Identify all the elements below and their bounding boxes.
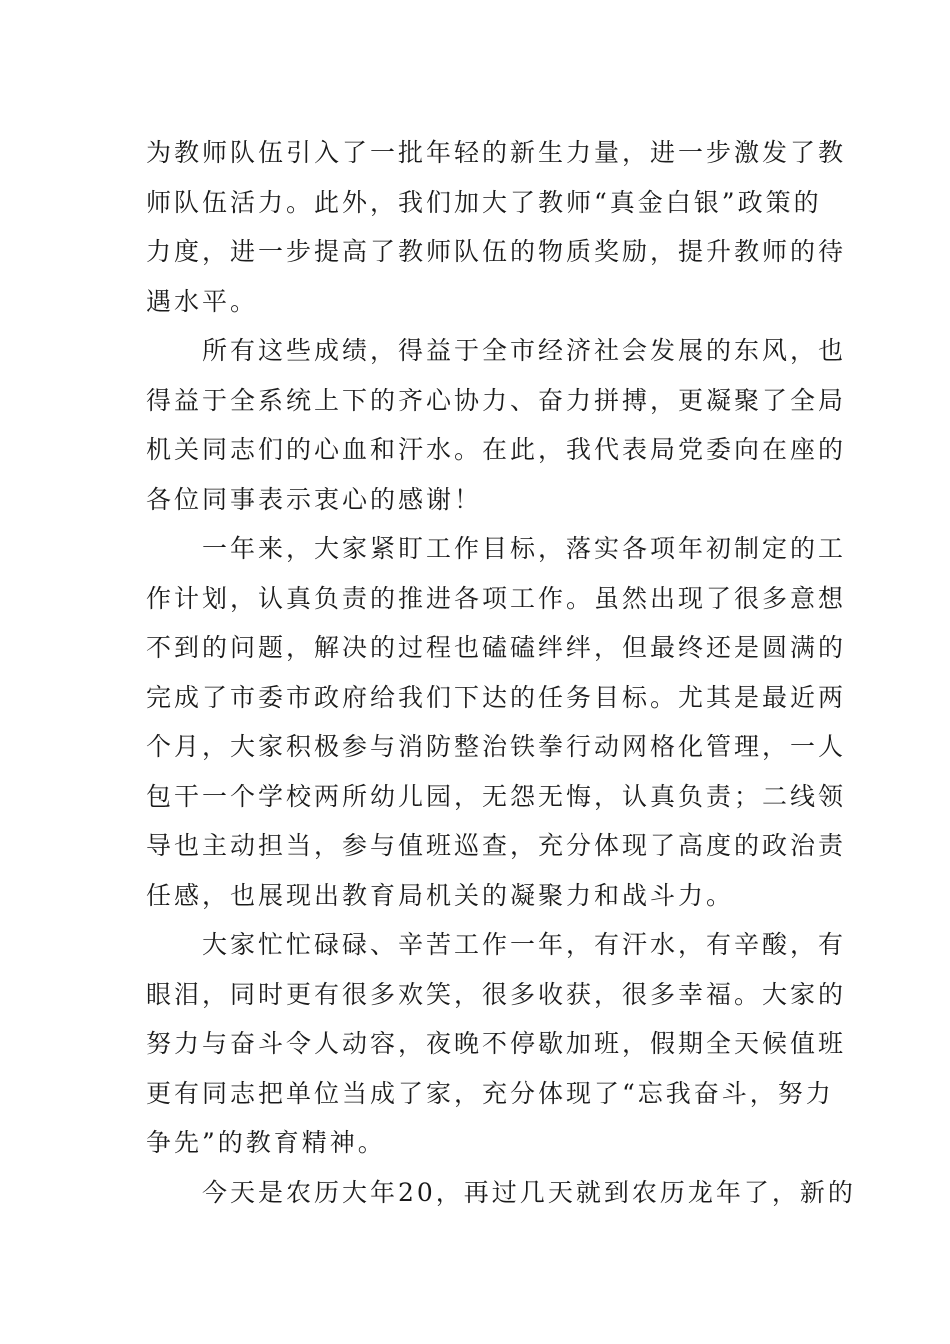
- paragraph-2-line-4: 各位同事表示衷心的感谢！: [146, 484, 483, 514]
- paragraph-2-line-2: 得益于全系统上下的齐心协力、奋力拼搏，更凝聚了全局: [146, 385, 847, 415]
- paragraph-2-line-1: 所有这些成绩，得益于全市经济社会发展的东风，也: [202, 336, 847, 365]
- paragraph-5-line-1: 今天是农历大年20，再过几天就到农历龙年了，新的: [202, 1177, 856, 1207]
- paragraph-4-line-5: 争先”的教育精神。: [146, 1128, 386, 1157]
- paragraph-3-line-3: 不到的问题，解决的过程也磕磕绊绊，但最终还是圆满的: [146, 633, 847, 662]
- paragraph-3-line-6: 包干一个学校两所幼儿园，无怨无悔，认真负责；二线领: [146, 781, 847, 811]
- paragraph-2-line-3: 机关同志们的心血和汗水。在此，我代表局党委向在座的: [146, 435, 847, 464]
- paragraph-4-line-1: 大家忙忙碌碌、辛苦工作一年，有汗水，有辛酸，有: [202, 930, 847, 959]
- paragraph-1-line-2: 师队伍活力。此外，我们加大了教师“真金白银”政策的: [146, 187, 822, 217]
- paragraph-3-line-2: 作计划，认真负责的推进各项工作。虽然出现了很多意想: [146, 583, 847, 613]
- paragraph-4-line-3: 努力与奋斗令人动容，夜晚不停歇加班，假期全天候值班: [146, 1029, 847, 1058]
- paragraph-1-line-1: 为教师队伍引入了一批年轻的新生力量，进一步激发了教: [146, 138, 847, 167]
- paragraph-1-line-4: 遇水平。: [146, 286, 259, 316]
- paragraph-3-line-7: 导也主动担当，参与值班巡查，充分体现了高度的政治责: [146, 831, 847, 860]
- body-text: [146, 128, 856, 1217]
- paragraph-3-line-8: 任感，也展现出教育局机关的凝聚力和战斗力。: [146, 880, 735, 910]
- paragraph-3-line-5: 个月，大家积极参与消防整治铁拳行动网格化管理，一人: [146, 732, 847, 761]
- paragraph-4-line-2: 眼泪，同时更有很多欢笑，很多收获，很多幸福。大家的: [146, 979, 847, 1009]
- paragraph-3-line-1: 一年来，大家紧盯工作目标，落实各项年初制定的工: [202, 534, 847, 563]
- paragraph-4-line-4: 更有同志把单位当成了家，充分体现了“忘我奋斗，努力: [146, 1078, 834, 1108]
- paragraph-1-line-3: 力度，进一步提高了教师队伍的物质奖励，提升教师的待: [146, 237, 847, 266]
- paragraph-3-line-4: 完成了市委市政府给我们下达的任务目标。尤其是最近两: [146, 682, 847, 712]
